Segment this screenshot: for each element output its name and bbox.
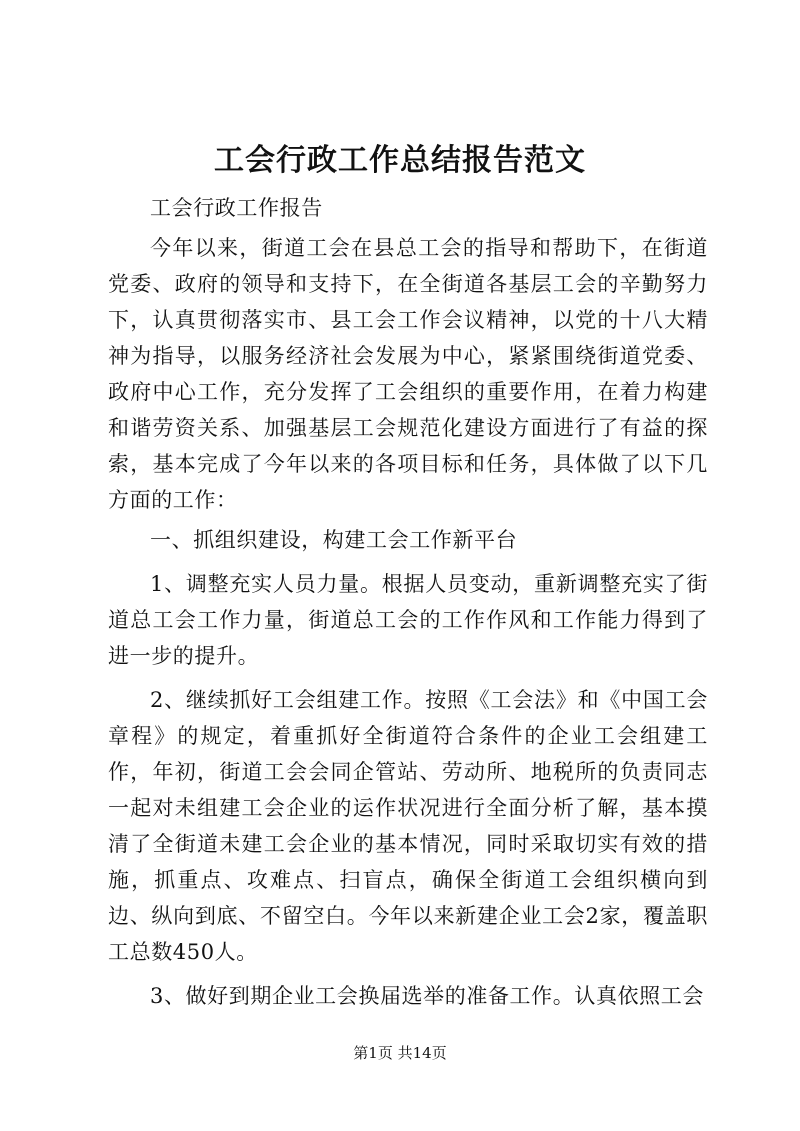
- paragraph-section-heading: 一、抓组织建设，构建工会工作新平台: [150, 528, 518, 552]
- paragraph-item-3: 3、做好到期企业工会换届选举的准备工作。认真依照工会: [150, 984, 704, 1008]
- document-title: 工会行政工作总结报告范文: [214, 143, 586, 178]
- paragraph-item-2: 2、继续抓好工会组建工作。按照《工会法》和《中国工会章程》的规定，着重抓好全街道符合条件的企业工会组建工作，年初，街道工会会同企管站、劳动所、地税所的负责同志一起对未组建工会企业的运作状况进行全面分析了解，基本摸清了全街道未建工会企业的基本情况，同时采取切实有效的措施，抓重点、攻难点、扫盲点，确保全街道工会组织横向到边、纵向到底、不留空白。今年以来新建企业工会2家，覆盖职工总数450人。: [108, 688, 708, 964]
- paragraph-intro: 今年以来，街道工会在县总工会的指导和帮助下，在街道党委、政府的领导和支持下，在全街道各基层工会的辛勤努力下，认真贯彻落实市、县工会工作会议精神，以党的十八大精神为指导，以服务经济社会发展为中心，紧紧围绕街道党委、政府中心工作，充分发挥了工会组织的重要作用，在着力构建和谐劳资关系、加强基层工会规范化建设方面进行了有益的探索，基本完成了今年以来的各项目标和任务，具体做了以下几方面的工作：: [108, 236, 708, 512]
- paragraph-subtitle: 工会行政工作报告: [150, 196, 323, 220]
- document-body: [108, 190, 708, 1014]
- page-footer: 第1页 共14页: [353, 1044, 447, 1062]
- paragraph-item-1: 1、调整充实人员力量。根据人员变动，重新调整充实了街道总工会工作力量，街道总工会的工作作风和工作能力得到了进一步的提升。: [108, 572, 708, 668]
